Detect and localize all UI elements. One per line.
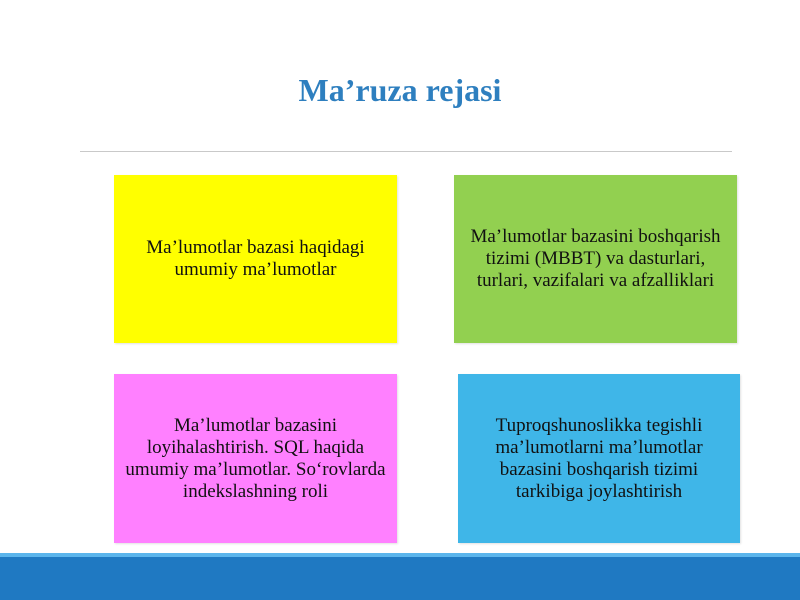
plan-card-2 [454,175,737,343]
plan-card-2-text: Ma’lumotlar bazasini boshqarish tizimi (MBBT) va dasturlari, turlari, vazifalari va afzalliklari [470,226,721,291]
plan-card-1-text: Ma’lumotlar bazasi haqidagi umumiy ma’lumotlar [146,237,365,280]
footer-bar [0,557,800,600]
plan-card-1 [114,175,397,343]
plan-card-3 [114,374,397,543]
slide-title: Ma’ruza rejasi [298,72,502,108]
plan-card-4 [458,374,740,543]
title-divider [80,151,732,152]
plan-card-4-text: Tuproqshunoslikka tegishli ma’lumotlarni ma’lumotlar bazasini boshqarish tizimi tarkibiga joylashtirish [495,414,703,502]
plan-card-3-text: Ma’lumotlar bazasini loyihalashtirish. SQL haqida umumiy ma’lumotlar. So‘rovlarda indekslashning roli [125,414,386,502]
